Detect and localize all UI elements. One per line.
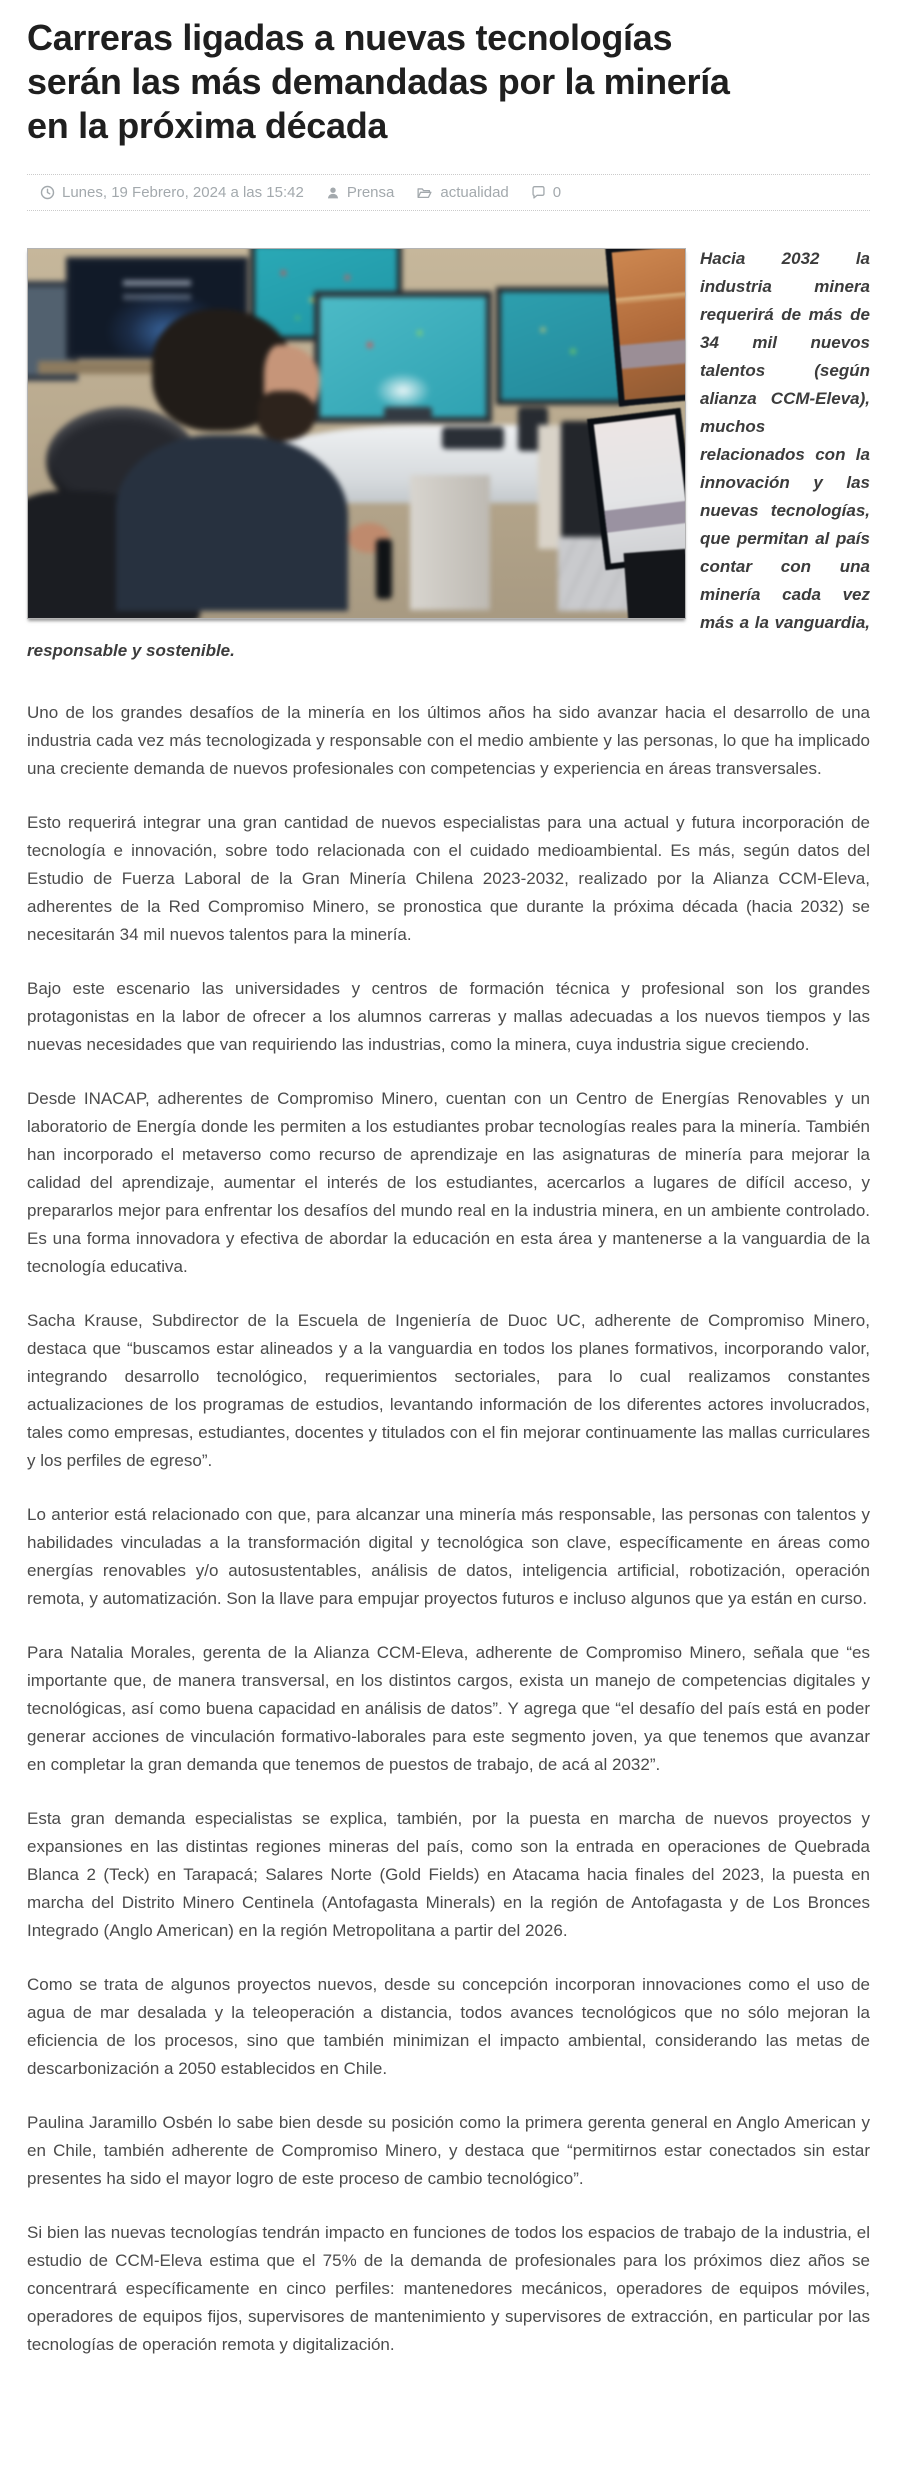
comment-icon — [531, 185, 546, 200]
article-paragraph: Esto requerirá integrar una gran cantidad de nuevos especialistas para una actual y futura incorporación de tecnología e innovación, sobre todo relacionada con el cuidado medioambiental. Es más, según datos del Estudio de Fuerza Laboral de la Gran Minería Chilena 2023-2032, realizado por la Alianza CCM-Eleva, adherentes de la Red Compromiso Minero, se pronostica que durante la próxima década (hacia 2032) se necesitarán 34 mil nuevos talentos para la minería. — [27, 813, 870, 944]
comments-count: 0 — [552, 184, 562, 201]
article-paragraph: Paulina Jaramillo Osbén lo sabe bien desde su posición como la primera gerenta general en Anglo American y en Chile, también adherente de Compromiso Minero, y destaca que “permitirnos estar conectados sin estar presentes ha sido el mayor logro de este proceso de cambio tecnológico”. — [27, 2113, 870, 2188]
article-paragraph: Bajo este escenario las universidades y centros de formación técnica y profesional son los grandes protagonistas en la labor de ofrecer a los alumnos carreras y mallas adecuadas a los nuevos tiempos y las nuevas necesidades que van requiriendo las industrias, como la minera, cuya industria sigue creciendo. — [27, 979, 870, 1054]
article-image — [27, 248, 686, 619]
article-paragraph: Esta gran demanda especialistas se explica, también, por la puesta en marcha de nuevos proyectos y expansiones en las distintas regiones mineras del país, como son la entrada en operaciones de Quebrada Blanca 2 (Teck) en Tarapacá; Salares Norte (Gold Fields) en Atacama hacia finales del 2023, la puesta en marcha del Distrito Minero Centinela (Antofagasta Minerals) en la región de Antofagasta y de Los Bronces Integrado (Anglo American) en la región Metropolitana a partir del 2026. — [27, 1809, 870, 1940]
photo-shape — [587, 408, 686, 570]
comments-link[interactable] — [531, 184, 561, 201]
clock-icon — [40, 185, 55, 200]
article-body — [27, 245, 870, 2359]
post-date-label: Lunes, 19 Febrero, 2024 a las 15:42 — [62, 184, 304, 201]
author-link[interactable] — [326, 184, 395, 201]
image-caption: Hacia 2032 la industria minera requerirá de más de 34 mil nuevos talentos (según alianza CCM-Eleva), muchos relacionados con la innovación y las nuevas tecnologías, que permitan al país contar con una minería cada vez más a la vanguardia, responsable y sostenible. — [27, 249, 870, 660]
article-meta — [27, 174, 870, 211]
photo-foreground — [28, 249, 685, 618]
folder-icon — [416, 185, 433, 200]
article-paragraph: Como se trata de algunos proyectos nuevos, desde su concepción incorporan innovaciones como el uso de agua de mar desalada y la teleoperación a distancia, todos avances tecnológicos que no sólo mejoran la eficiencia de los procesos, sino que también minimizan el impacto ambiental, considerando las metas de descarbonización a 2050 establecidos en Chile. — [27, 1975, 870, 2078]
category-label: actualidad — [440, 184, 509, 201]
article-paragraph: Si bien las nuevas tecnologías tendrán impacto en funciones de todos los espacios de trabajo de la industria, el estudio de CCM-Eleva estima que el 75% de la demanda de profesionales para los próximos diez años se concentrará específicamente en cinco perfiles: mantenedores mecánicos, operadores de equipos móviles, operadores de equipos fijos, supervisores de mantenimiento y supervisores de extracción, en particular por las tecnologías de operación remota y digitalización. — [27, 2223, 870, 2354]
article-paragraph: Lo anterior está relacionado con que, para alcanzar una minería más responsable, las personas con talentos y habilidades vinculadas a la transformación digital y tecnológica son clave, específicamente en áreas como energías renovables y/o autosustentables, análisis de datos, inteligencia artificial, robotización, operación remota, y automatización. Son la llave para empujar proyectos futuros e incluso algunos que ya están en curso. — [27, 1505, 870, 1608]
article-paragraph: Desde INACAP, adherentes de Compromiso Minero, cuentan con un Centro de Energías Renovables y un laboratorio de Energía donde les permiten a los estudiantes probar tecnologías reales para la minería. También han incorporado el metaverso como recurso de aprendizaje en las asignaturas de minería para mejorar la calidad del aprendizaje, aumentar el interés de los estudiantes, acercarlos a lugares de difícil acceso, y prepararlos mejor para enfrentar los desafíos del mundo real en la industria minera, en un ambiente controlado. Es una forma innovadora y efectiva de abordar la educación en esta área y mantenerse a la vanguardia de la tecnología educativa. — [27, 1089, 870, 1276]
user-icon — [326, 186, 340, 200]
photo-shape — [605, 248, 686, 406]
post-date — [40, 184, 304, 201]
category-link[interactable] — [416, 184, 508, 201]
author-label: Prensa — [346, 184, 395, 201]
article-title: Carreras ligadas a nuevas tecnologías serán las más demandadas por la minería en la próxima década — [27, 17, 730, 146]
photo-shape — [624, 549, 686, 619]
article-paragraph: Uno de los grandes desafíos de la minería en los últimos años ha sido avanzar hacia el desarrollo de una industria cada vez más tecnologizada y responsable con el medio ambiente y las personas, lo que ha implicado una creciente demanda de nuevos profesionales con competencias y experiencia en áreas transversales. — [27, 703, 870, 778]
article-paragraph: Para Natalia Morales, gerenta de la Alianza CCM-Eleva, adherente de Compromiso Minero, señala que “es importante que, de manera transversal, en los distintos cargos, exista un manejo de competencias digitales y tecnológicas, así como buena capacidad en análisis de datos”. Y agrega que “el desafío del país está en poder generar acciones de vinculación formativo-laborales para este segmento joven, ya que tenemos que avanzar en completar la gran demanda que tenemos de puestos de trabajo, de acá al 2032”. — [27, 1643, 870, 1774]
article-paragraph: Sacha Krause, Subdirector de la Escuela de Ingeniería de Duoc UC, adherente de Compromiso Minero, destaca que “buscamos estar alineados y a la vanguardia en todos los planes formativos, incorporando valor, integrando desarrollo tecnológico, requerimientos sectoriales, para lo cual realizamos constantes actualizaciones de los programas de estudios, levantando información de los diferentes actores involucrados, tales como empresas, estudiantes, docentes y titulados con el fin mejorar continuamente las mallas curriculares y los perfiles de egreso”. — [27, 1311, 870, 1470]
